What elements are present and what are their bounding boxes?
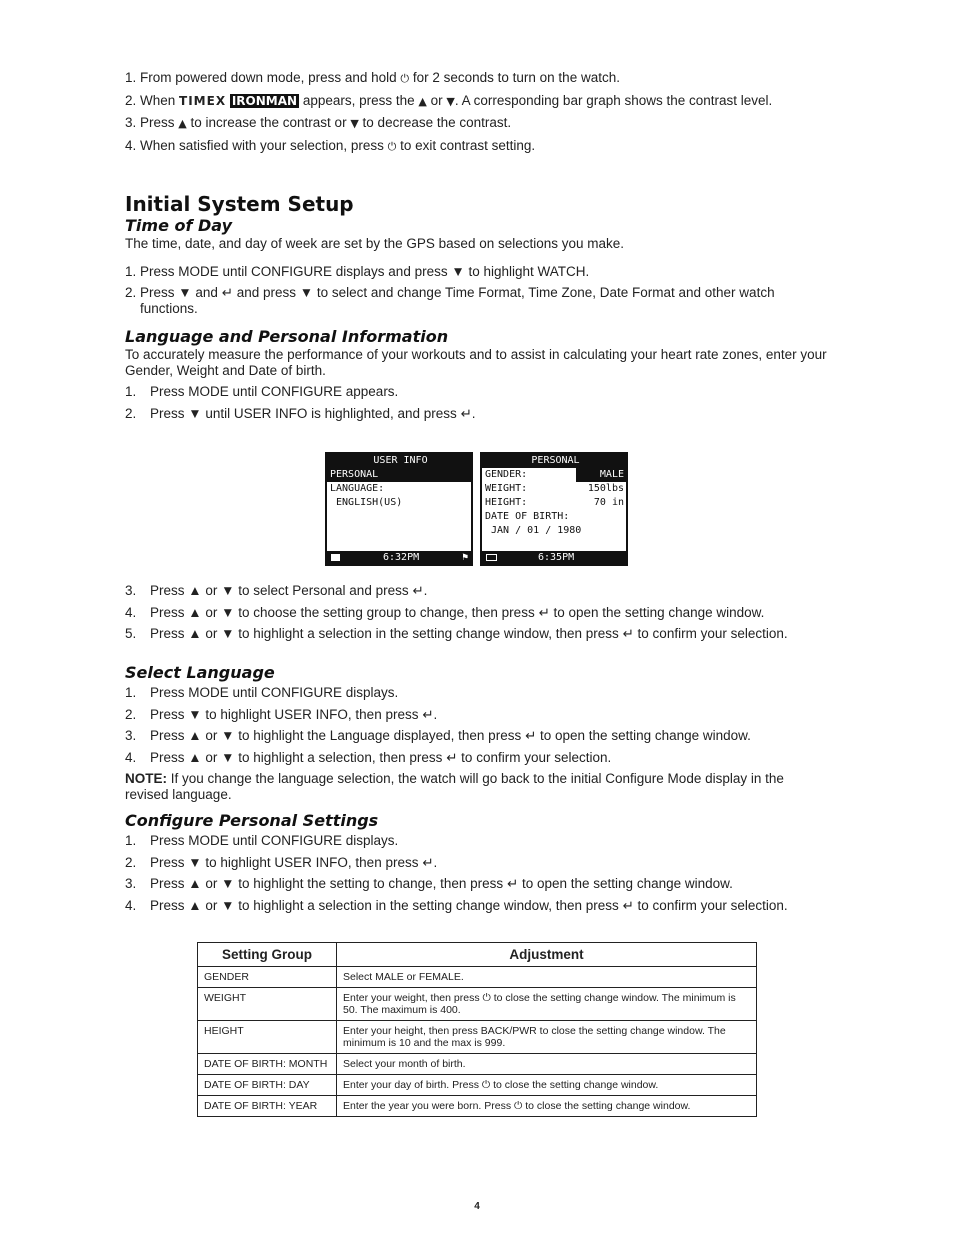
select-language-heading: Select Language — [125, 663, 275, 682]
select-language-steps — [125, 685, 830, 765]
screen-row: LANGUAGE: — [330, 483, 385, 494]
personal-screen — [480, 452, 628, 566]
time-of-day-intro: The time, date, and day of week are set by the GPS based on selections you make. — [125, 236, 625, 251]
height-row: HEIGHT: 70 in — [485, 497, 624, 508]
dob-value: JAN / 01 / 1980 — [485, 525, 582, 536]
page-number: 4 — [474, 1201, 480, 1212]
column-header: Setting Group — [198, 943, 337, 967]
table-row: HEIGHT Enter your height, then press BACK/PWR to close the setting change window. The minimum is 10 and the max is 999. — [198, 1021, 757, 1054]
selected-row: PERSONAL — [327, 468, 471, 482]
table-row: GENDER Select MALE or FEMALE. — [198, 967, 757, 988]
list-item: 1. Press MODE until CONFIGURE appears. — [125, 384, 399, 399]
list-item: 3. Press ▲ or ▼ to highlight the setting to change, then press ↵ to open the setting change window. — [125, 876, 733, 891]
user-info-screen — [325, 452, 473, 566]
list-item: 4. Press ▲ or ▼ to choose the setting group to change, then press ↵ to open the setting change window. — [125, 604, 765, 620]
list-item: 3. Press ▲ to increase the contrast or ▼ to decrease the contrast. — [125, 115, 512, 130]
initial-setup-section — [125, 192, 830, 322]
list-item: 2. Press ▼ to highlight USER INFO, then press ↵. — [125, 706, 438, 722]
screen-footer — [327, 551, 471, 564]
up-arrow-icon: ▲ — [178, 117, 187, 130]
table-row: DATE OF BIRTH: MONTH Select your month of birth. — [198, 1054, 757, 1075]
language-personal-section — [125, 327, 830, 427]
time-of-day-steps — [125, 264, 830, 317]
list-item: 3. Press ▲ or ▼ to select Personal and press ↵. — [125, 583, 428, 598]
select-language-section — [125, 663, 830, 802]
battery-icon — [486, 554, 497, 561]
settings-table — [197, 942, 757, 1117]
list-item: 2. When TIMEX IRONMAN appears, press the ▲ or ▼. A corresponding bar graph shows the contrast level. — [125, 92, 773, 108]
configure-personal-steps — [125, 833, 830, 913]
table-header-row — [198, 943, 757, 967]
table-row: DATE OF BIRTH: YEAR Enter the year you were born. Press ⏻ to close the setting change window. — [198, 1096, 757, 1117]
power-icon: ⏻ — [400, 72, 410, 85]
table-row: DATE OF BIRTH: DAY Enter your day of birth. Press ⏻ to close the setting change window. — [198, 1075, 757, 1096]
timex-logo: TIMEX — [179, 93, 227, 108]
list-item: 3. Press ▲ or ▼ to highlight the Language displayed, then press ↵ to open the setting change window. — [125, 728, 751, 743]
list-item: 2. Press ▼ to highlight USER INFO, then press ↵. — [125, 854, 438, 870]
up-arrow-icon: ▲ — [418, 94, 427, 108]
screen-time: 6:35PM — [538, 552, 575, 563]
section-title: Initial System Setup — [125, 192, 354, 216]
language-personal-steps-a — [125, 384, 830, 421]
list-item: 1. Press MODE until CONFIGURE displays and press ▼ to highlight WATCH. — [125, 263, 590, 279]
down-arrow-icon: ▼ — [446, 94, 455, 108]
dob-label: DATE OF BIRTH: — [485, 511, 570, 522]
contrast-steps-list — [125, 70, 830, 154]
list-item: 4. When satisfied with your selection, press ⏻ to exit contrast setting. — [125, 137, 536, 153]
language-personal-heading: Language and Personal Information — [125, 327, 449, 346]
column-header: Adjustment — [337, 943, 757, 967]
list-item: 5. Press ▲ or ▼ to highlight a selection in the setting change window, then press ↵ to confirm your selection. — [125, 626, 788, 641]
language-note: NOTE: If you change the language selection, the watch will go back to the initial Configure Mode display in the revised language. — [125, 771, 784, 802]
power-icon: ⏻ — [387, 139, 397, 153]
gender-row: GENDER: MALE — [485, 469, 624, 480]
screen-title: USER INFO — [327, 454, 471, 468]
list-item: 1. Press MODE until CONFIGURE displays. — [125, 833, 399, 848]
down-arrow-icon: ▼ — [350, 117, 359, 130]
runner-icon: ⚑ — [461, 552, 468, 563]
screen-title: PERSONAL — [482, 454, 626, 468]
configure-personal-heading: Configure Personal Settings — [125, 811, 379, 830]
list-item: 4. Press ▲ or ▼ to highlight a selection in the setting change window, then press ↵ to confirm your selection. — [125, 897, 788, 913]
language-personal-steps-b — [125, 583, 830, 642]
screen-time: 6:32PM — [383, 552, 420, 563]
list-item: 1. From powered down mode, press and hold ⏻ for 2 seconds to turn on the watch. — [125, 70, 620, 85]
battery-icon — [331, 554, 340, 561]
list-item: 2. Press ▼ and ↵ and press ▼ to select and change Time Format, Time Zone, Date Format and other watch functions. — [125, 285, 775, 316]
contrast-steps-section — [125, 70, 830, 160]
time-of-day-heading: Time of Day — [125, 216, 233, 235]
ironman-logo: IRONMAN — [231, 93, 298, 108]
screen-footer — [482, 551, 626, 564]
list-item: 1. Press MODE until CONFIGURE displays. — [125, 685, 399, 700]
language-personal-intro: To accurately measure the performance of your workouts and to assist in calculating your heart rate zones, enter your Gender, Weight and Date of birth. — [125, 347, 827, 378]
weight-row: WEIGHT: 150lbs — [485, 483, 624, 494]
list-item: 2. Press ▼ until USER INFO is highlighted, and press ↵. — [125, 405, 476, 421]
language-personal-steps-b-section — [125, 583, 830, 648]
screen-row: ENGLISH(US) — [330, 497, 403, 508]
list-item: 4. Press ▲ or ▼ to highlight a selection, then press ↵ to confirm your selection. — [125, 749, 612, 765]
configure-personal-section — [125, 811, 830, 919]
table-row: WEIGHT Enter your weight, then press ⏻ to close the setting change window. The minimum is 50. The maximum is 400. — [198, 988, 757, 1021]
